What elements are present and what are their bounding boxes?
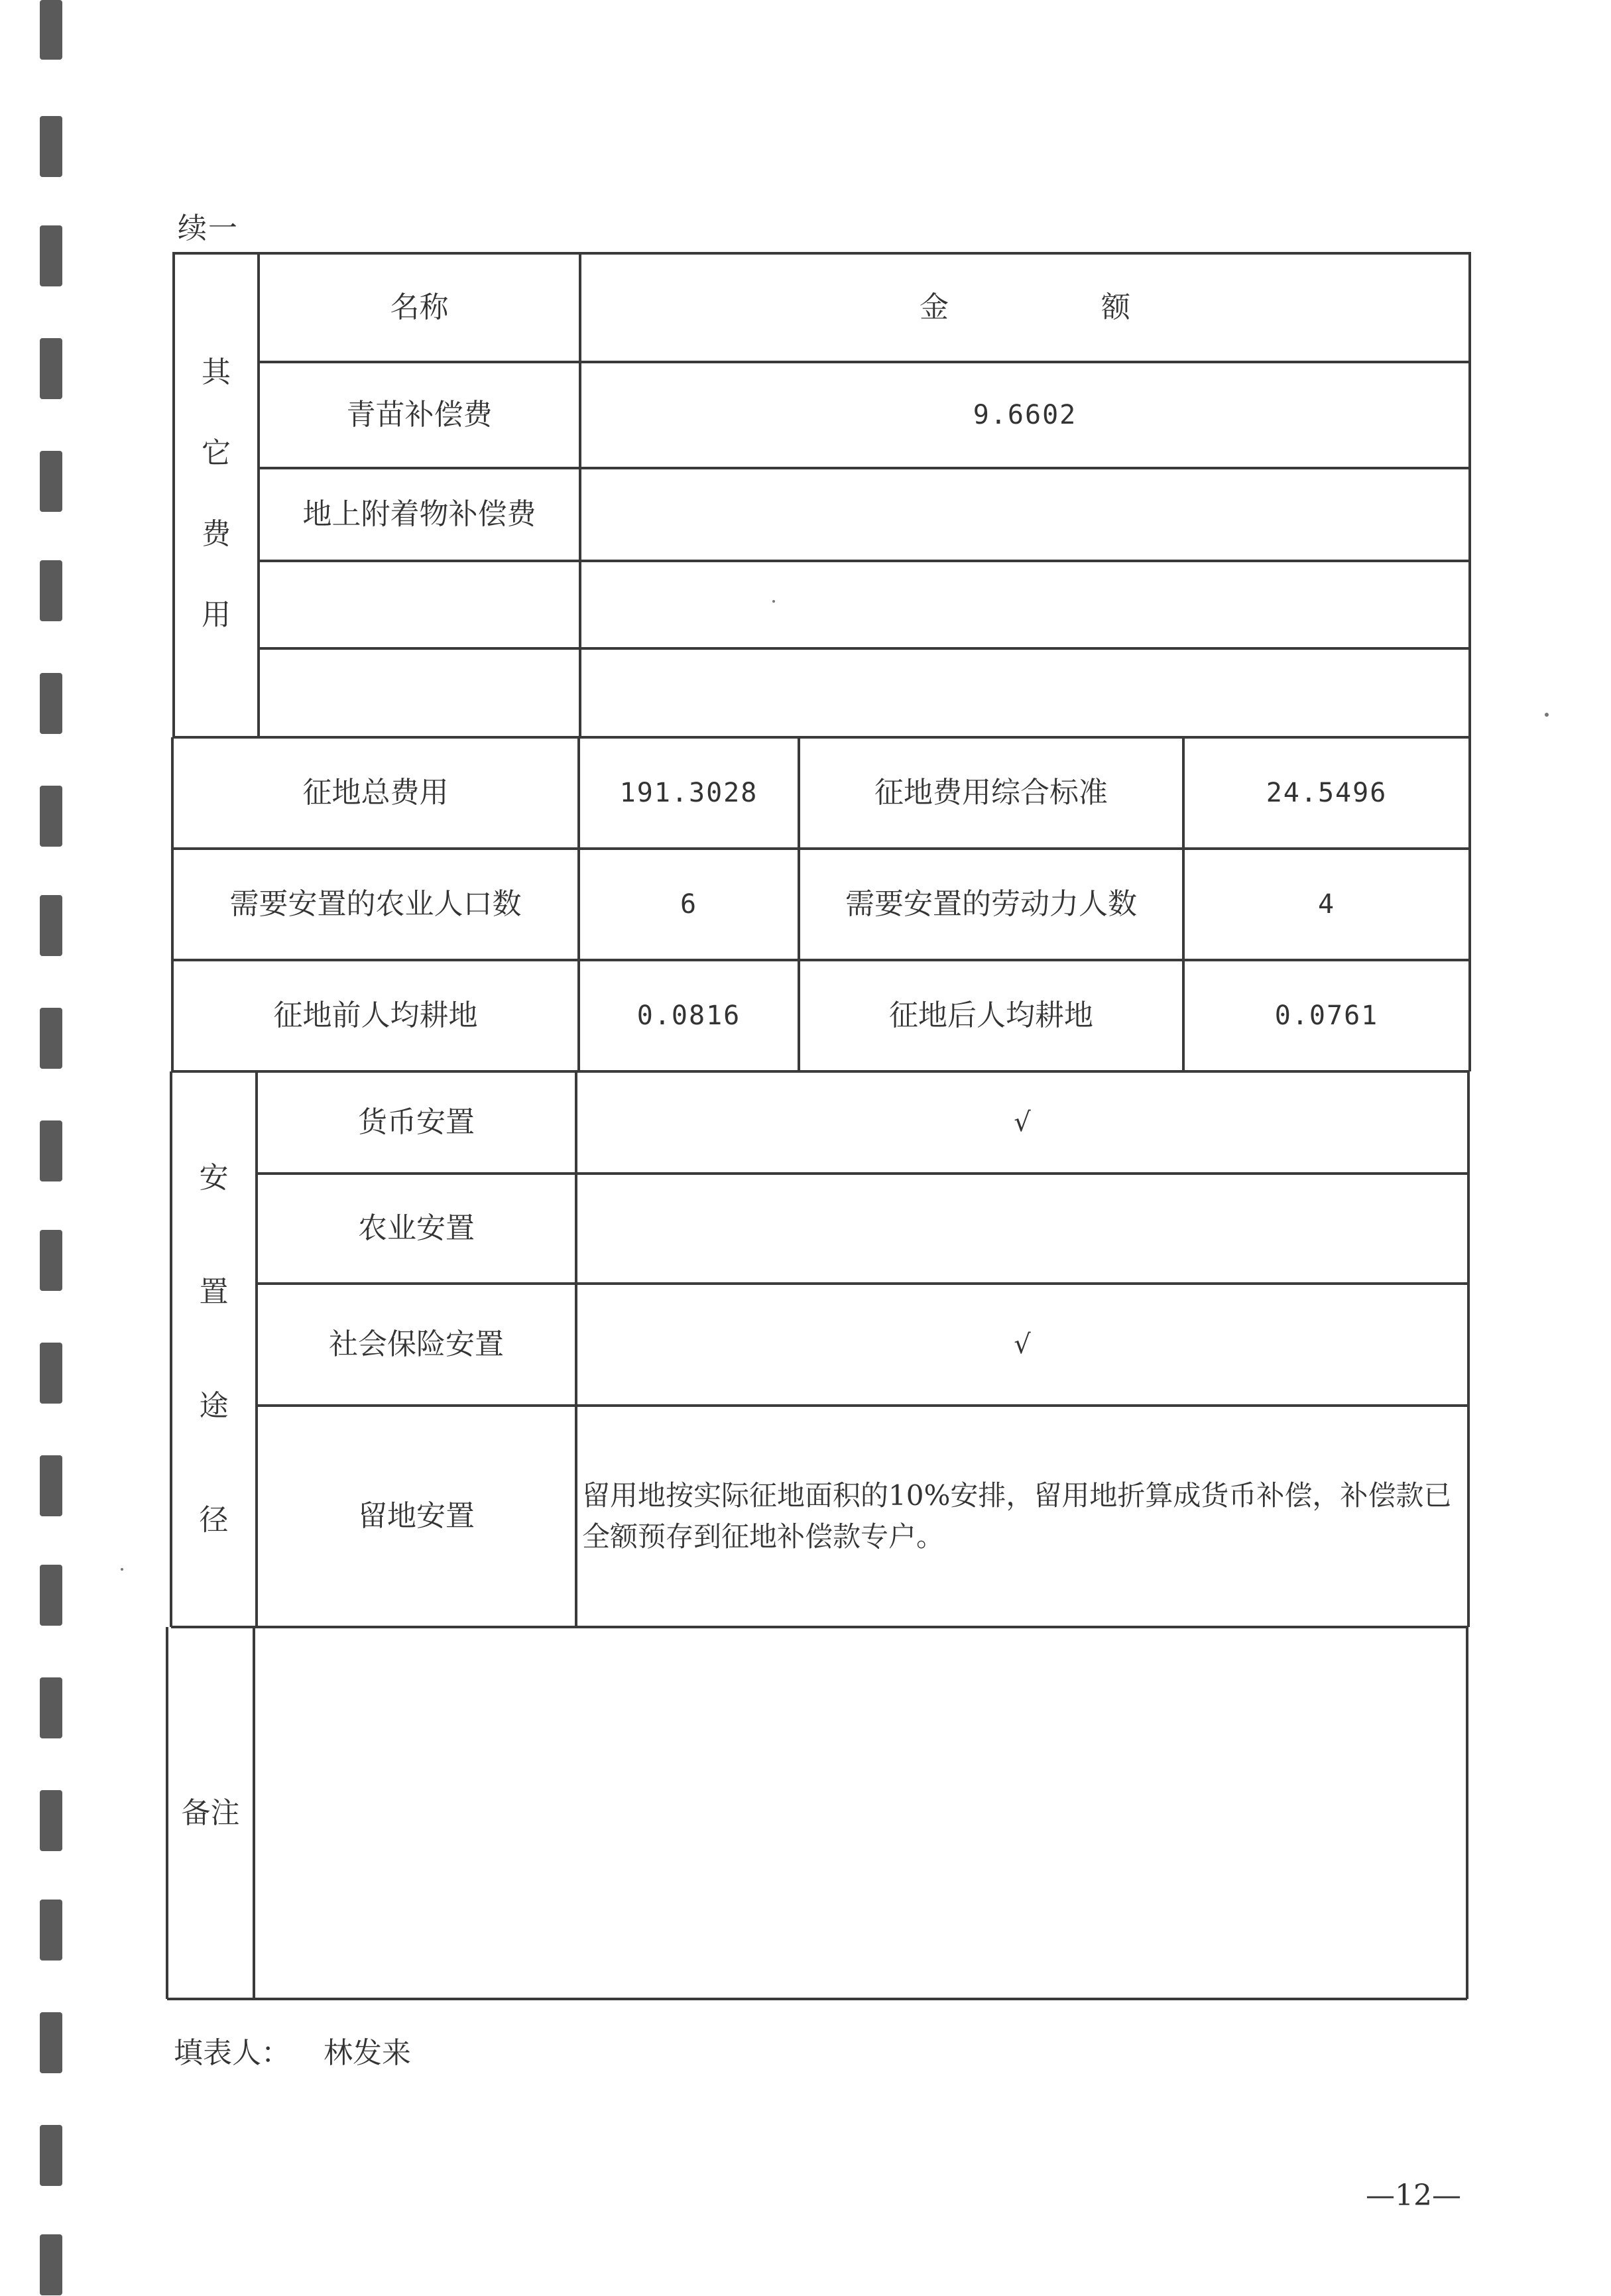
resettlement-section-label: 安 置 途 径 <box>199 1161 229 1537</box>
scan-speck <box>772 600 775 603</box>
resettlement-check-cell: √ <box>1014 1107 1031 1138</box>
filler-name: 林发来 <box>324 2036 411 2070</box>
standard-label: 征地费用综合标准 <box>874 776 1108 810</box>
labor-count-value: 4 <box>1317 889 1336 920</box>
fee-amount-cell <box>580 648 1470 737</box>
fee-name-cell <box>259 648 580 737</box>
land-before-value: 0.0816 <box>636 1000 741 1031</box>
page-number: —12— <box>1366 2179 1461 2212</box>
resettlement-name-cell: 社会保险安置 <box>329 1327 504 1362</box>
resettlement-name-cell: 农业安置 <box>358 1211 475 1246</box>
fee-name-cell: 青苗补偿费 <box>346 398 493 432</box>
fee-amount-cell <box>580 561 1470 648</box>
fee-amount-cell <box>580 468 1470 561</box>
labor-count-label: 需要安置的劳动力人数 <box>845 887 1137 922</box>
remarks-value <box>254 1627 1467 1999</box>
total-cost-label: 征地总费用 <box>302 776 449 810</box>
agri-population-value: 6 <box>680 889 698 920</box>
column-header-amount: 金 额 <box>920 290 1130 325</box>
fee-amount-cell: 9.6602 <box>973 400 1077 430</box>
remarks-label: 备注 <box>181 1795 240 1830</box>
fee-name-cell <box>259 561 580 648</box>
fee-name-cell: 地上附着物补偿费 <box>302 497 536 532</box>
land-after-label: 征地后人均耕地 <box>889 998 1093 1033</box>
filler-line <box>174 2029 411 2071</box>
total-cost-value: 191.3028 <box>619 778 758 808</box>
column-header-name: 名称 <box>390 290 449 325</box>
reserved-land-description: 留用地按实际征地面积的10%安排，留用地折算成货币补偿，补偿款已全额预存到征地补偿款专户。 <box>582 1479 1452 1553</box>
other-fees-section-label: 其 它 费 用 <box>202 355 231 632</box>
standard-value: 24.5496 <box>1266 778 1388 808</box>
filler-label: 填表人： <box>174 2036 290 2070</box>
land-after-value: 0.0761 <box>1274 1000 1379 1031</box>
scan-speck <box>121 1568 123 1571</box>
resettlement-name-cell: 货币安置 <box>358 1105 475 1140</box>
agri-population-label: 需要安置的农业人口数 <box>229 887 522 922</box>
resettlement-check-cell <box>576 1174 1468 1284</box>
scan-speck <box>1545 713 1549 717</box>
land-before-label: 征地前人均耕地 <box>273 998 478 1033</box>
continuation-label: 续一 <box>178 211 239 245</box>
resettlement-check-cell: √ <box>1014 1329 1031 1360</box>
resettlement-name-cell: 留地安置 <box>358 1499 475 1534</box>
